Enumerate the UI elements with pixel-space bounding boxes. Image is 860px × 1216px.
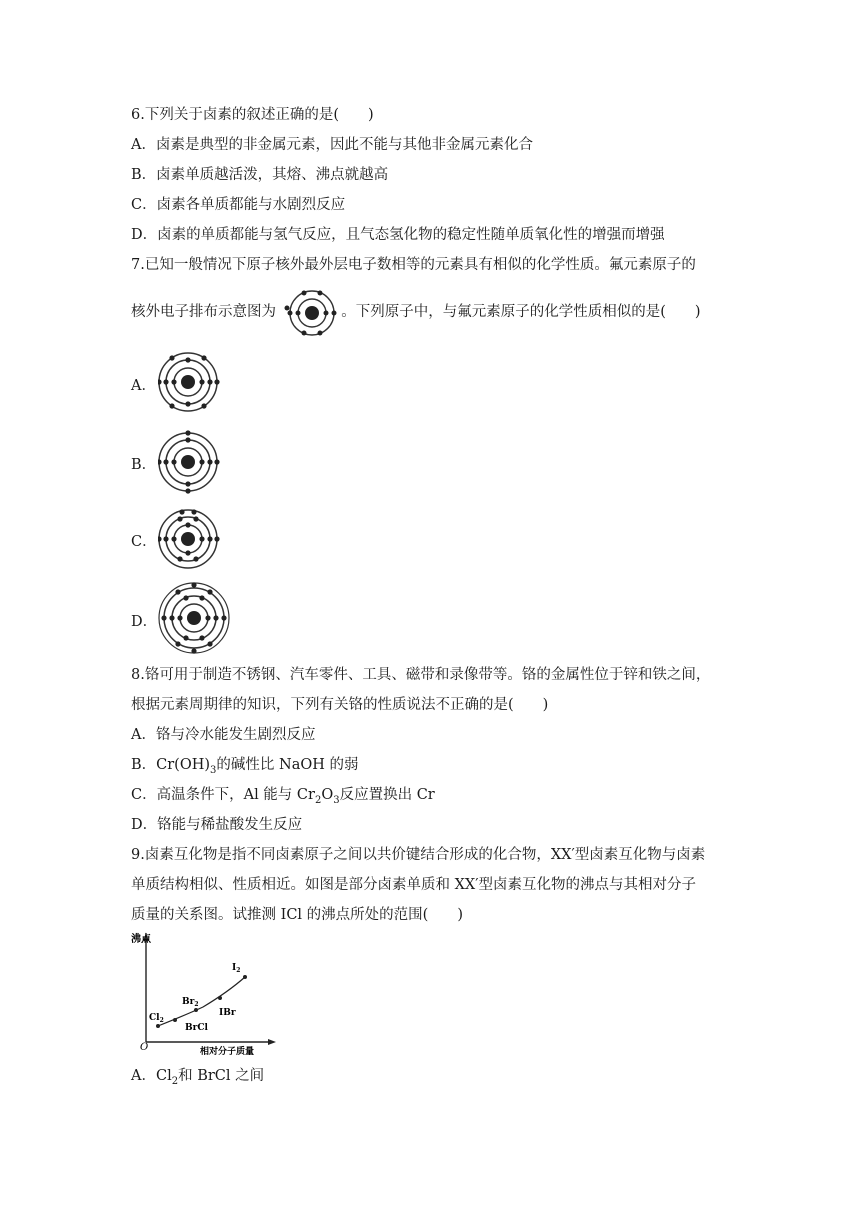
boiling-point-chart	[128, 930, 278, 1060]
q7-option-d-atom	[158, 582, 234, 654]
q7-stem-part1: 核外电子排布示意图为	[131, 304, 276, 320]
fluorine-atom-diagram	[284, 288, 340, 338]
q8-c-sub1: 2	[314, 794, 322, 806]
q6-option-d: D．卤素的单质都能与氢气反应，且气态氢化物的稳定性随单质氧化性的增强而增强	[131, 227, 665, 243]
q7-stem-line1: 7.已知一般情况下原子核外最外层电子数相等的元素具有相似的化学性质。氟元素原子的	[131, 257, 696, 273]
point-cl2	[156, 1024, 160, 1028]
q7-option-b-label: B．	[131, 457, 157, 473]
label-br2: $Br_2$	[182, 997, 199, 1008]
q8-c-text1: C．高温条件下，Al 能与 Cr	[131, 787, 315, 803]
q8-b-text1: B．Cr(OH)	[131, 757, 211, 773]
label-i2: $I_2$	[232, 963, 241, 974]
trend-line	[158, 977, 245, 1026]
label-brcl: BrCl	[185, 1023, 208, 1033]
label-cl2: $Cl_2$	[149, 1013, 164, 1024]
x-axis-arrow	[268, 1039, 276, 1045]
x-axis-label: 相对分子质量	[200, 1047, 255, 1057]
q6-option-c: C．卤素各单质都能与水剧烈反应	[131, 197, 346, 213]
q8-option-c	[131, 785, 435, 811]
q6-option-a: A．卤素是典型的非金属元素，因此不能与其他非金属元素化合	[131, 137, 533, 153]
q8-c-sub2: 3	[333, 794, 340, 806]
q6-option-b: B．卤素单质越活泼，其熔、沸点就越高	[131, 167, 389, 183]
q9-a-text1: A．Cl	[131, 1068, 172, 1084]
q9-option-a	[131, 1066, 264, 1092]
q6-stem: 6.下列关于卤素的叙述正确的是( )	[131, 107, 374, 123]
q8-b-sub: 3	[210, 764, 217, 776]
q9-stem-line3: 质量的关系图。试推测 ICl 的沸点所处的范围( )	[131, 907, 463, 923]
q9-a-text2: 和 BrCl 之间	[178, 1068, 265, 1084]
q8-stem-line1: 8.铬可用于制造不锈钢、汽车零件、工具、磁带和录像带等。铬的金属性位于锌和铁之间，	[131, 667, 711, 683]
q8-c-text3: 反应置换出 Cr	[339, 787, 435, 803]
q7-option-d-label: D．	[131, 614, 158, 630]
q7-option-c-atom	[158, 507, 222, 571]
q8-c-text2: O	[321, 787, 334, 803]
q7-option-b-atom	[158, 430, 222, 494]
q8-option-b	[131, 755, 359, 781]
y-axis-label: 沸点	[131, 934, 151, 945]
origin-label: O	[140, 1042, 149, 1053]
point-i2	[243, 975, 247, 979]
point-ibr	[218, 996, 222, 1000]
point-br2	[194, 1008, 198, 1012]
point-brcl	[173, 1018, 177, 1022]
q9-stem-line2: 单质结构相似、性质相近。如图是部分卤素单质和 XX′型卤素互化物的沸点与其相对分子	[131, 877, 697, 893]
q7-stem-line2	[131, 302, 701, 322]
q7-stem-part2: 。下列原子中，与氟元素原子的化学性质相似的是( )	[341, 304, 701, 320]
q8-option-a: A．铬与冷水能发生剧烈反应	[131, 727, 316, 743]
q7-option-c-label: C．	[131, 534, 157, 550]
q9-a-sub: 2	[171, 1075, 179, 1087]
q9-stem-line1: 9.卤素互化物是指不同卤素原子之间以共价键结合形成的化合物，XX′型卤素互化物与卤素	[131, 847, 706, 863]
q8-stem-line2: 根据元素周期律的知识，下列有关铬的性质说法不正确的是( )	[131, 697, 549, 713]
label-ibr: IBr	[219, 1008, 236, 1018]
q7-option-a-label: A．	[131, 378, 156, 394]
q8-option-d: D．铬能与稀盐酸发生反应	[131, 817, 303, 833]
q7-option-a-atom	[158, 350, 222, 414]
q8-b-text2: 的碱性比 NaOH 的弱	[216, 757, 359, 773]
